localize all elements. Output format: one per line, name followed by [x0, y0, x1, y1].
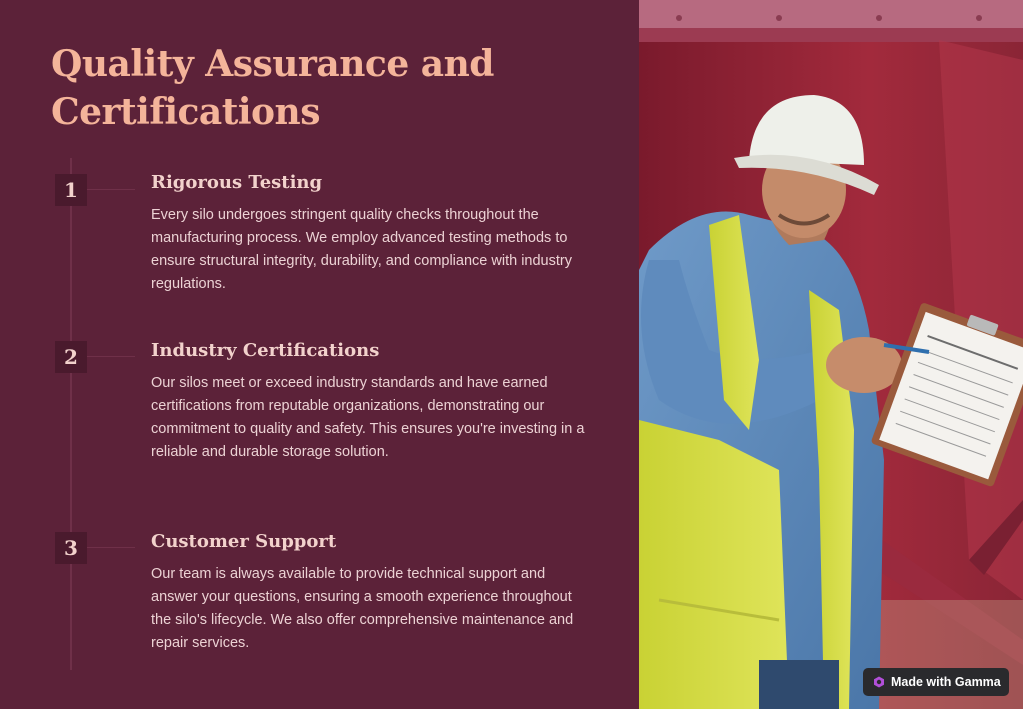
step-connector-1	[87, 189, 135, 190]
page-title: Quality Assurance and Certifications	[51, 43, 494, 133]
badge-label: Made with Gamma	[891, 675, 1001, 689]
gamma-logo-icon	[873, 676, 885, 688]
step-number-1: 1	[55, 174, 87, 206]
step-body-2: Our silos meet or exceed industry standards and have earned certifications from reputable organizations, demonstrating our commitment to quality and safety. This ensures you're investing in a reliable and durable storage solution.	[151, 375, 585, 460]
step-title-1: Rigorous Testing	[151, 172, 323, 193]
step-title-2: Industry Certifications	[151, 340, 380, 361]
timeline-line	[70, 158, 72, 670]
step-number-2: 2	[55, 341, 87, 373]
worker-with-clipboard-photo	[639, 0, 1023, 709]
step-body-1: Every silo undergoes stringent quality checks throughout the manufacturing process. We employ advanced testing methods to ensure structural integrity, durability, and compliance with industry regulations.	[151, 207, 572, 292]
step-body-3: Our team is always available to provide technical support and answer your questions, ensuring a smooth experience throughout the silo's lifecycle. We also offer comprehensive maintenance and repair services.	[151, 566, 574, 651]
step-title-3: Customer Support	[151, 531, 337, 552]
step-number-3: 3	[55, 532, 87, 564]
made-with-gamma-badge[interactable]	[863, 668, 1009, 696]
step-connector-3	[87, 547, 135, 548]
step-connector-2	[87, 356, 135, 357]
